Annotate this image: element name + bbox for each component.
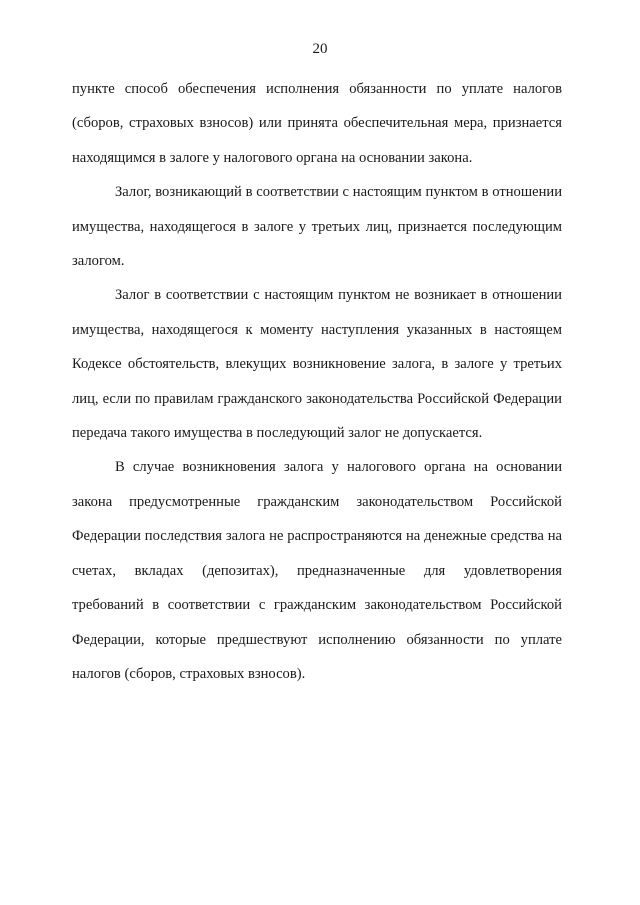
paragraph-pledge-consequences: В случае возникновения залога у налогового органа на основании закона предусмотренные гражданским законодательством Российской Федерации последствия залога не распространяются на денежные средства на счетах, вкладах (депозитах), предназначенные для удовлетворения требований в соответствии с гражданским законодательством Российской Федерации, которые предшествуют исполнению обязанности по уплате налогов (сборов, страховых взносов). [72, 459, 562, 682]
document-body [72, 72, 562, 691]
paragraph-subsequent-pledge: Залог, возникающий в соответствии с настоящим пунктом в отношении имущества, находящегося в залоге у третьих лиц, признается последующим залогом. [72, 184, 562, 270]
paragraph-pledge-exclusion: Залог в соответствии с настоящим пунктом не возникает в отношении имущества, находящегося к моменту наступления указанных в настоящем Кодексе обстоятельств, влекущих возникновение залога, в залоге у третьих лиц, если по правилам гражданского законодательства Российской Федерации передача такого имущества в последующий залог не допускается. [72, 287, 562, 442]
page-number: 20 [312, 41, 328, 57]
paragraph-continuation: пункте способ обеспечения исполнения обязанности по уплате налогов (сборов, страховых взносов) или принята обеспечительная мера, признается находящимся в залоге у налогового органа на основании закона. [72, 81, 562, 166]
